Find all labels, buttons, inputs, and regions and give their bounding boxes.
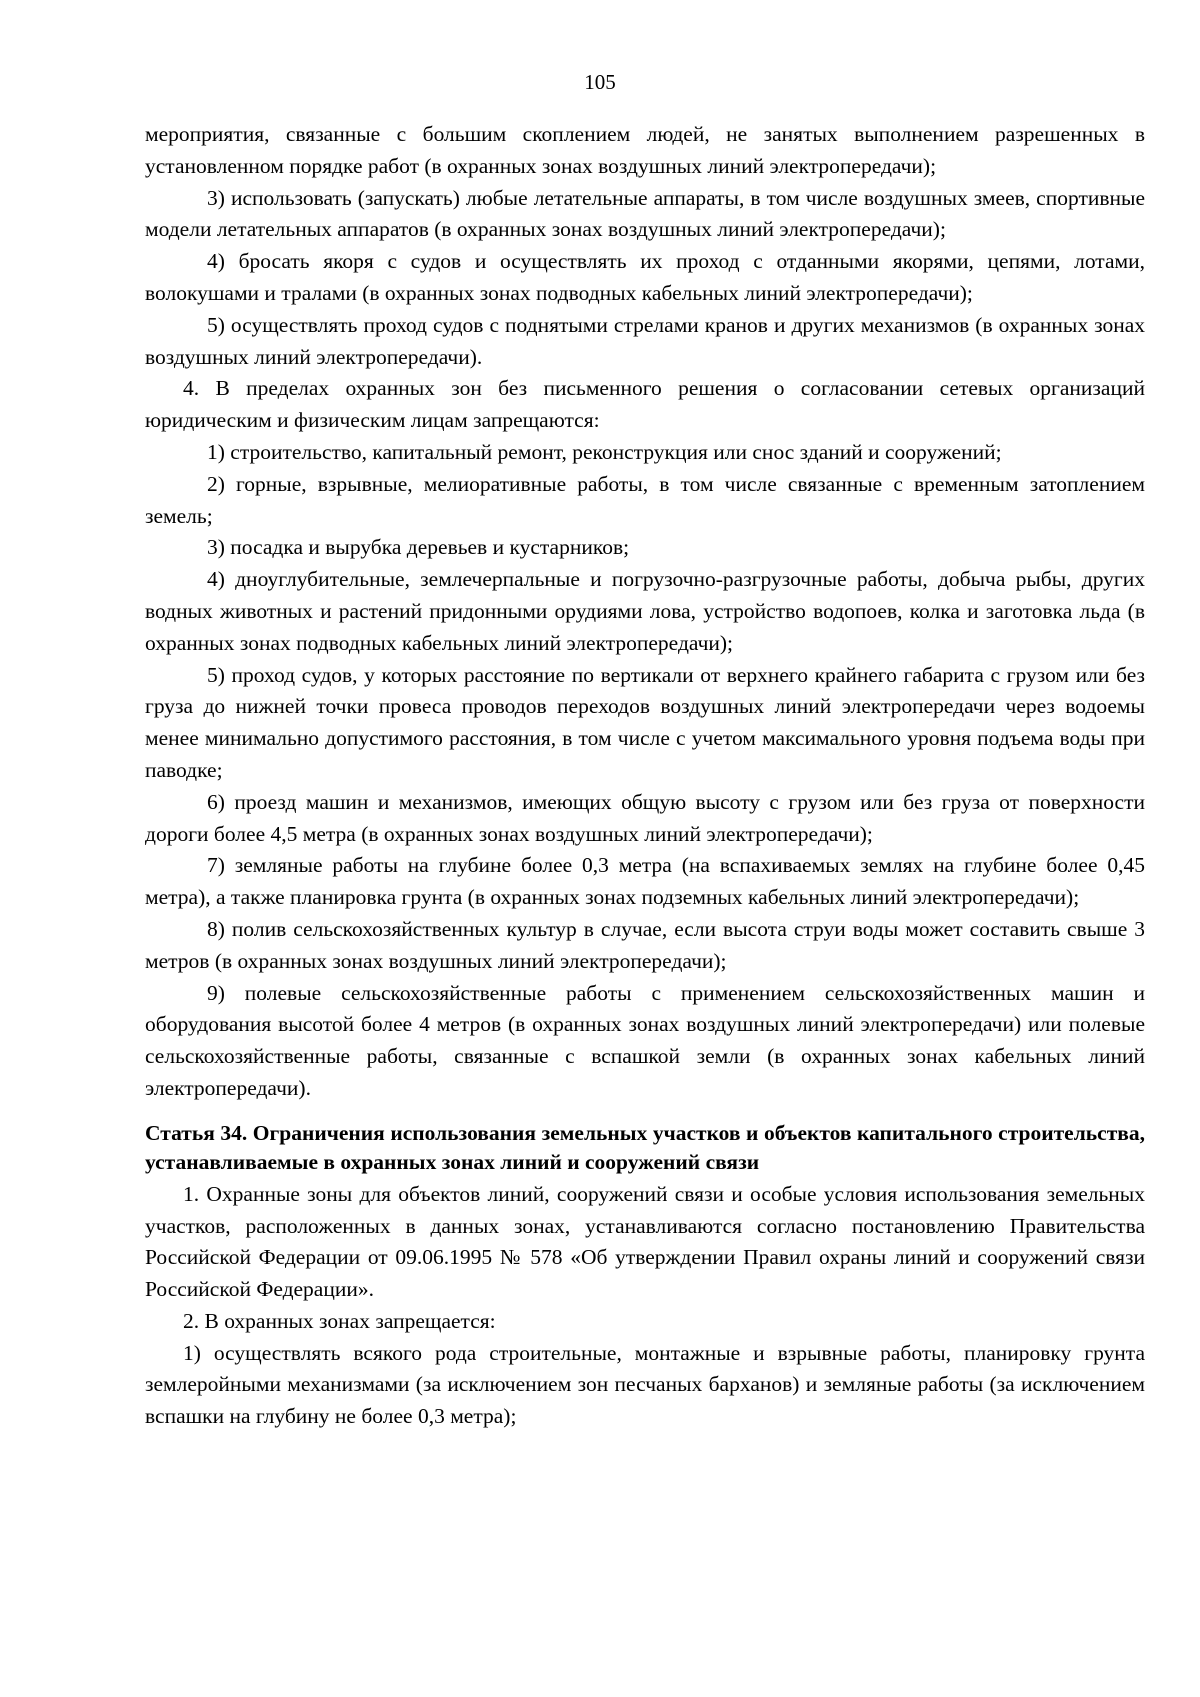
page-number: 105 [584, 70, 616, 94]
article-heading: Статья 34. Ограничения использования земельных участков и объектов капитального строительства, устанавливаемые в охранных зонах линий и сооружений связи [145, 1120, 1145, 1174]
paragraphs-after-article [145, 1179, 1145, 1433]
paragraph: 1) строительство, капитальный ремонт, реконструкция или снос зданий и сооружений; [207, 439, 1002, 464]
paragraph: мероприятия, связанные с большим скоплением людей, не занятых выполнением разрешенных в установленном порядке работ (в охранных зонах воздушных линий электропередачи); [145, 122, 1145, 178]
paragraph: 3) использовать (запускать) любые летательные аппараты, в том числе воздушных змеев, спортивные модели летательных аппаратов (в охранных зонах воздушных линий электропередачи); [145, 185, 1145, 242]
document-body [145, 119, 1145, 1433]
paragraph: 3) посадка и вырубка деревьев и кустарников; [207, 535, 630, 560]
paragraph: 8) полив сельскохозяйственных культур в случае, если высота струи воды может составить свыше 3 метров (в охранных зонах воздушных линий электропередачи); [145, 916, 1145, 973]
paragraph: 4) дноуглубительные, землечерпальные и погрузочно-разгрузочные работы, добыча рыбы, других водных животных и растений придонными орудиями лова, устройство водопоев, колка и заготовка льда (в охранных зонах подводных кабельных линий электропередачи); [145, 567, 1145, 655]
paragraph: 4) бросать якоря с судов и осуществлять их проход с отданными якорями, цепями, лотами, волокушами и тралами (в охранных зонах подводных кабельных линий электропередачи); [145, 249, 1145, 305]
paragraph: 5) осуществлять проход судов с поднятыми стрелами кранов и других механизмов (в охранных зонах воздушных линий электропередачи). [145, 312, 1145, 369]
paragraph: 2. В охранных зонах запрещается: [183, 1308, 496, 1333]
paragraph: 1. Охранные зоны для объектов линий, сооружений связи и особые условия использования земельных участков, расположенных в данных зонах, устанавливаются согласно постановлению Правительства Российской Федерации от 09.06.1995 № 578 «Об утверждении Правил охраны линий и сооружений связи Российской Федерации». [145, 1181, 1145, 1302]
paragraph: 5) проход судов, у которых расстояние по вертикали от верхнего крайнего габарита с грузом или без груза до нижней точки провеса проводов переходов воздушных линий электропередачи через водоемы менее минимально допустимого расстояния, в том числе с учетом максимального уровня подъема воды при паводке; [145, 662, 1145, 782]
paragraph: 4. В пределах охранных зон без письменного решения о согласовании сетевых организаций юридическим и физическим лицам запрещаются: [145, 376, 1145, 433]
paragraph: 9) полевые сельскохозяйственные работы с применением сельскохозяйственных машин и оборудования высотой более 4 метров (в охранных зонах воздушных линий электропередачи) или полевые сельскохозяйственные работы, связанные с вспашкой земли (в охранных зонах кабельных линий электропередачи). [145, 980, 1145, 1100]
paragraph: 6) проезд машин и механизмов, имеющих общую высоту с грузом или без груза от поверхности дороги более 4,5 метра (в охранных зонах воздушных линий электропередачи); [145, 789, 1145, 846]
paragraph: 2) горные, взрывные, мелиоративные работы, в том числе связанные с временным затоплением земель; [145, 471, 1145, 528]
paragraph: 7) земляные работы на глубине более 0,3 метра (на вспахиваемых землях на глубине более 0,45 метра), а также планировка грунта (в охранных зонах подземных кабельных линий электропередачи); [145, 853, 1145, 910]
paragraph: 1) осуществлять всякого рода строительные, монтажные и взрывные работы, планировку грунта землеройными механизмами (за исключением зон песчаных барханов) и земляные работы (за исключением вспашки на глубину не более 0,3 метра); [145, 1340, 1145, 1429]
paragraphs-before-article [145, 119, 1145, 1105]
